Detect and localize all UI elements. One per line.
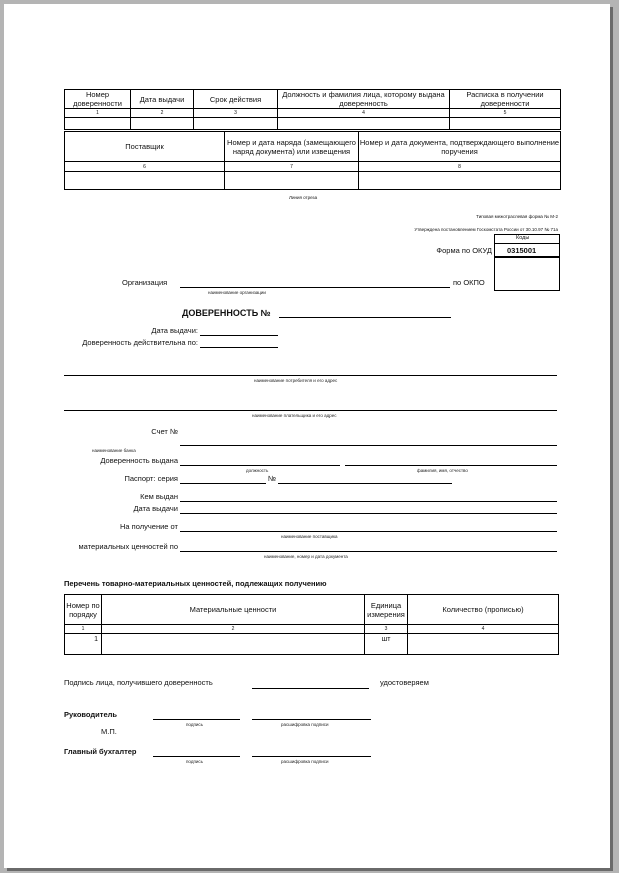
table-row (65, 634, 559, 655)
col-header-confirm-doc: Номер и дата документа, подтверждающего выполнение поручения (359, 132, 561, 162)
position-caption: должность (246, 468, 269, 473)
signature-line-label: Подпись лица, получившего доверенность (64, 678, 213, 687)
supplier-caption: наименование поставщика (281, 534, 338, 539)
col-number: 2 (102, 625, 365, 634)
organization-label: Организация (122, 278, 168, 287)
col-number: 1 (65, 625, 102, 634)
issued-by-field[interactable] (180, 501, 557, 502)
document-field[interactable] (180, 551, 557, 552)
col-header-materials: Материальные ценности (102, 595, 365, 625)
okud-code: 0315001 (507, 246, 537, 255)
passport-number-field[interactable] (278, 483, 452, 484)
col-header-unit: Единица измерения (365, 595, 408, 625)
passport-number-sign: № (268, 474, 277, 483)
payer-caption: наименование плательщика и его адрес (252, 413, 337, 418)
issued-to-label: Доверенность выдана (100, 456, 178, 465)
doc-number-field[interactable] (279, 317, 451, 318)
list-title: Перечень товарно-материальных ценностей, подлежащих получению (64, 579, 327, 588)
fio-caption: фамилия, имя, отчество (417, 468, 468, 473)
okud-label: Форма по ОКУД (436, 246, 492, 255)
account-label: Счет № (151, 427, 178, 436)
accountant-signature-caption: подпись (186, 759, 204, 764)
organization-field[interactable] (180, 287, 450, 288)
col-header-receipt: Расписка в получении доверенности (450, 90, 561, 109)
accountant-decode-caption: расшифровка подписи (281, 759, 329, 764)
col-header-person: Должность и фамилия лица, которому выдана доверенность (278, 90, 450, 109)
passport-series-field[interactable] (180, 483, 266, 484)
col-header-validity: Срок действия (194, 90, 278, 109)
col-number: 8 (359, 162, 561, 172)
codes-header: Коды (516, 235, 530, 241)
document-page (4, 4, 610, 868)
accountant-decode-field[interactable] (252, 756, 371, 757)
col-header-number: Номер доверенности (65, 90, 131, 109)
table-cell[interactable] (65, 118, 131, 130)
payer-field[interactable] (64, 410, 557, 411)
fio-field[interactable] (345, 465, 557, 466)
col-number: 7 (225, 162, 359, 172)
organization-caption: наименование организации (208, 290, 266, 295)
bank-caption: наименование банка (92, 448, 136, 453)
cut-line-label: Линия отреза (289, 195, 318, 200)
valid-until-field[interactable] (200, 347, 278, 348)
second-table (64, 131, 561, 190)
col-header-quantity: Количество (прописью) (408, 595, 559, 625)
table-cell[interactable] (131, 118, 194, 130)
col-number: 1 (65, 109, 131, 118)
items-table (64, 594, 559, 655)
materials-by-label: материальных ценностей по (78, 542, 178, 551)
col-number: 3 (365, 625, 408, 634)
supplier-field[interactable] (180, 531, 557, 532)
accountant-signature-field[interactable] (153, 756, 240, 757)
top-table (64, 89, 561, 130)
okpo-label: по ОКПО (453, 278, 485, 287)
col-number: 4 (408, 625, 559, 634)
certify-label: удостоверяем (380, 678, 429, 687)
head-decode-field[interactable] (252, 719, 371, 720)
approved-label: Утверждена постановлением Госкомстата России от 30.10.97 № 71а (414, 227, 558, 232)
issue-date2-field[interactable] (180, 513, 557, 514)
issue-date-field[interactable] (200, 335, 278, 336)
col-header-order: Номер и дата наряда (замещающего наряд документа) или извещения (225, 132, 359, 162)
table-cell[interactable] (225, 172, 359, 190)
document-caption: наименование, номер и дата документа (264, 554, 348, 559)
col-number: 6 (65, 162, 225, 172)
row-quantity[interactable] (408, 634, 559, 655)
table-cell[interactable] (194, 118, 278, 130)
head-label: Руководитель (64, 710, 117, 719)
row-unit: шт (365, 634, 408, 655)
col-header-issue-date: Дата выдачи (131, 90, 194, 109)
table-cell[interactable] (450, 118, 561, 130)
row-material[interactable] (102, 634, 365, 655)
col-number: 4 (278, 109, 450, 118)
col-number: 5 (450, 109, 561, 118)
issue-date-label: Дата выдачи: (151, 326, 198, 335)
table-cell[interactable] (278, 118, 450, 130)
consumer-field[interactable] (64, 375, 557, 376)
position-field[interactable] (180, 465, 340, 466)
consumer-caption: наименование потребителя и его адрес (254, 378, 338, 383)
row-number: 1 (65, 634, 102, 655)
accountant-label: Главный бухгалтер (64, 747, 137, 756)
account-field[interactable] (180, 445, 557, 446)
col-header-supplier: Поставщик (65, 132, 225, 162)
table-cell[interactable] (65, 172, 225, 190)
recipient-signature-field[interactable] (252, 688, 369, 689)
table-cell[interactable] (359, 172, 561, 190)
col-header-order-number: Номер по порядку (65, 595, 102, 625)
issued-by-label: Кем выдан (140, 492, 178, 501)
head-signature-field[interactable] (153, 719, 240, 720)
page-title: ДОВЕРЕННОСТЬ № (182, 308, 271, 318)
issue-date2-label: Дата выдачи (133, 504, 178, 513)
head-decode-caption: расшифровка подписи (281, 722, 329, 727)
head-signature-caption: подпись (186, 722, 204, 727)
col-number: 2 (131, 109, 194, 118)
col-number: 3 (194, 109, 278, 118)
stamp-label: М.П. (101, 727, 117, 736)
typical-form-label: Типовая межотраслевая форма № М-2 (476, 214, 558, 219)
receive-from-label: На получение от (120, 522, 178, 531)
valid-until-label: Доверенность действительна по: (82, 338, 198, 347)
passport-label: Паспорт: серия (124, 474, 178, 483)
